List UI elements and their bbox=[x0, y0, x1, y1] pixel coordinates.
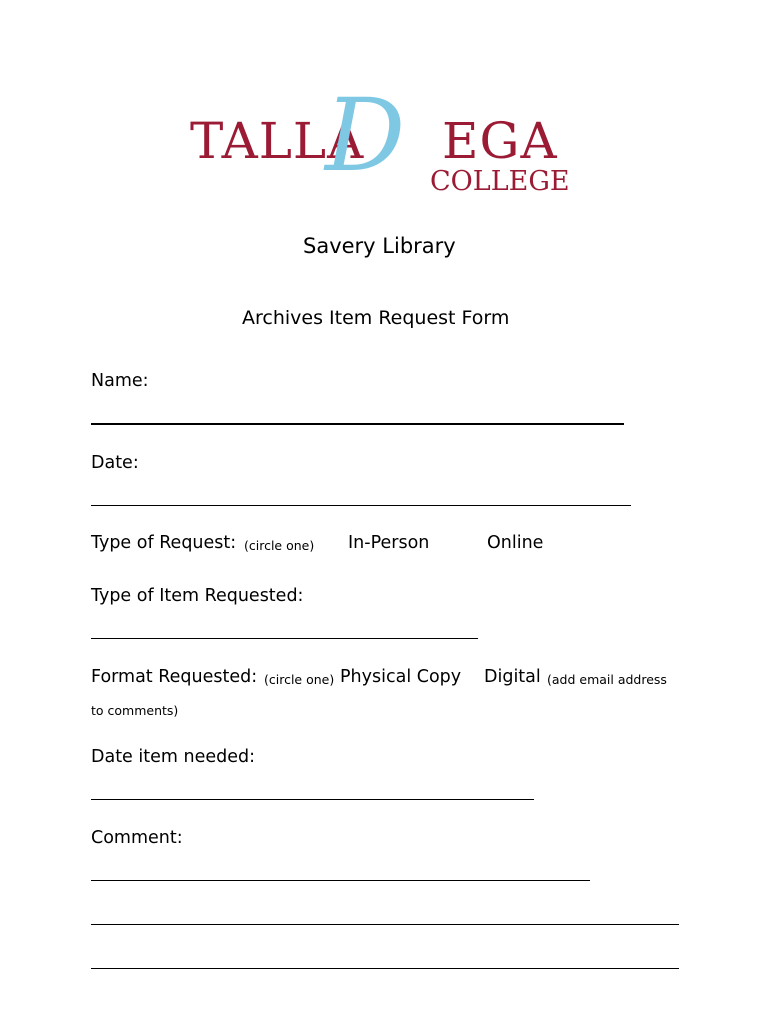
type-of-item-label: Type of Item Requested: bbox=[91, 586, 304, 606]
logo-script-letter: D bbox=[325, 90, 406, 194]
date-needed-field-line[interactable] bbox=[91, 799, 534, 800]
comment-field-line-3[interactable] bbox=[91, 968, 679, 969]
option-physical-copy[interactable]: Physical Copy bbox=[340, 667, 462, 687]
form-title: Archives Item Request Form bbox=[242, 307, 510, 329]
name-label: Name: bbox=[91, 371, 149, 391]
option-digital[interactable]: Digital bbox=[484, 667, 541, 687]
page-title: Savery Library bbox=[303, 234, 456, 258]
option-online[interactable]: Online bbox=[487, 533, 544, 553]
talladega-college-logo bbox=[180, 90, 590, 200]
logo-sub-college: COLLEGE bbox=[430, 166, 570, 197]
digital-note-line1: (add email address bbox=[547, 672, 667, 687]
comment-field-line-2[interactable] bbox=[91, 924, 679, 925]
logo-word-right: EGA bbox=[442, 112, 558, 170]
type-of-item-field-line[interactable] bbox=[91, 638, 478, 639]
digital-note-line2: to comments) bbox=[91, 703, 179, 718]
comment-label: Comment: bbox=[91, 828, 183, 848]
logo-word-left: TALLA bbox=[190, 112, 365, 170]
type-of-request-circle-note: (circle one) bbox=[244, 538, 315, 553]
date-needed-label: Date item needed: bbox=[91, 747, 255, 767]
date-label: Date: bbox=[91, 453, 139, 473]
option-in-person[interactable]: In-Person bbox=[348, 533, 430, 553]
type-of-request-label: Type of Request: bbox=[91, 533, 237, 553]
format-requested-label: Format Requested: bbox=[91, 667, 258, 687]
name-field-line[interactable] bbox=[91, 423, 624, 425]
format-circle-note: (circle one) bbox=[264, 672, 335, 687]
date-field-line[interactable] bbox=[91, 505, 631, 506]
comment-field-line-1[interactable] bbox=[91, 880, 590, 881]
